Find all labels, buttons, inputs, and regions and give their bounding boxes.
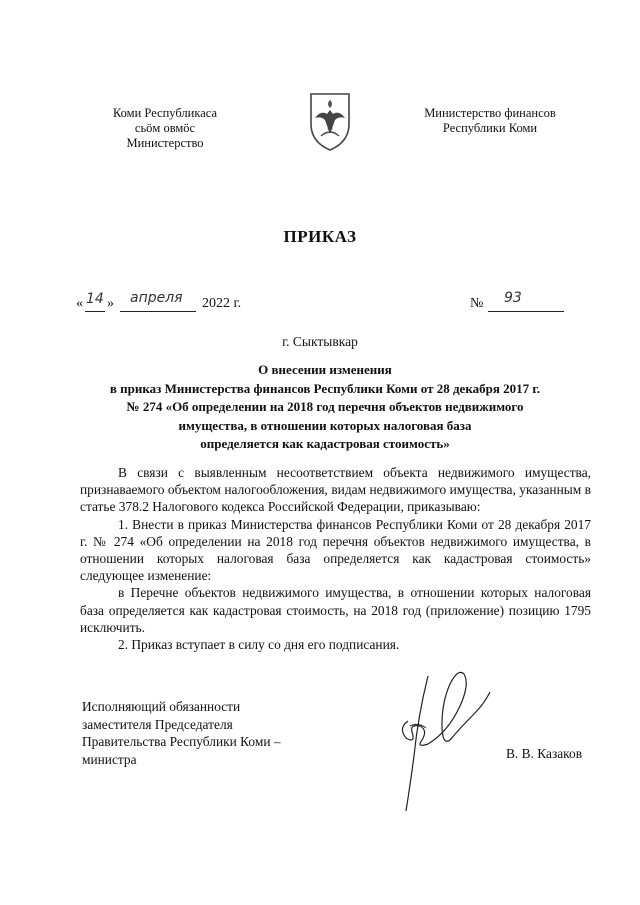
city: г. Сыктывкар <box>282 334 358 349</box>
signer-position-line: министра <box>82 751 137 767</box>
coat-of-arms-icon <box>303 88 357 152</box>
number-value: 93 <box>504 290 522 306</box>
header-finance-ministry <box>410 106 570 136</box>
signer-position-line: Правительства Республики Коми – <box>82 734 281 750</box>
number-label: № <box>470 296 484 311</box>
header-right-line: Республики Коми <box>442 121 538 135</box>
order-number <box>470 290 570 316</box>
signer-position-line: заместителя Председателя <box>82 716 233 732</box>
subject-line: № 274 «Об определении на 2018 год перечня объектов недвижимого <box>126 399 524 415</box>
body-paragraph: в Перечне объектов недвижимого имущества, в отношении которых налоговая база определяется как кадастровая стоимость, на 2018 год (приложение) позицию 1795 исключить. <box>80 585 591 635</box>
body-paragraph: В связи с выявленным несоответствием объекта недвижимого имущества, признаваемого объектом налогообложения, видам недвижимого имущества, указанным в статье 378.2 Налогового кодекса Российской Федерации, приказываю: <box>80 465 591 515</box>
body-paragraph: 1. Внести в приказ Министерства финансов Республики Коми от 28 декабря 2017 г. № 274 «Об определении на 2018 год перечня объектов недвижимого имущества, в отношении которых налоговая база определяется как кадастровая стоимость» следующее изменение: <box>80 516 591 584</box>
header-komi-ministry <box>100 106 230 151</box>
subject-line: О внесении изменения <box>258 362 392 377</box>
number-underline <box>488 311 564 312</box>
date-month-underline <box>120 311 196 312</box>
order-subject <box>90 361 560 454</box>
signer-name: В. В. Казаков <box>506 746 583 761</box>
document-title: ПРИКАЗ <box>283 227 357 246</box>
header-left-line: Министерство <box>126 136 204 150</box>
signer-position <box>82 698 342 768</box>
order-date <box>76 290 276 316</box>
date-day: 14 <box>86 291 104 307</box>
order-body <box>80 464 591 653</box>
handwritten-signature <box>388 666 498 816</box>
subject-line: имущества, в отношении которых налоговая база <box>178 417 472 433</box>
header-left-line: Коми Республикаса <box>112 106 218 120</box>
date-open-quote: « <box>76 296 83 311</box>
date-day-underline <box>85 311 105 312</box>
date-year: 2022 г. <box>202 296 242 311</box>
header-left-line: сьӧм овмӧс <box>134 121 196 135</box>
date-close-quote: » <box>107 296 114 311</box>
header-right-line: Министерство финансов <box>424 106 556 120</box>
body-paragraph: 2. Приказ вступает в силу со дня его подписания. <box>118 637 400 653</box>
subject-line: в приказ Министерства финансов Республики Коми от 28 декабря 2017 г. <box>109 380 541 396</box>
subject-line: определяется как кадастровая стоимость» <box>200 436 450 452</box>
date-month: апреля <box>130 290 183 306</box>
signer-position-line: Исполняющий обязанности <box>82 699 241 714</box>
